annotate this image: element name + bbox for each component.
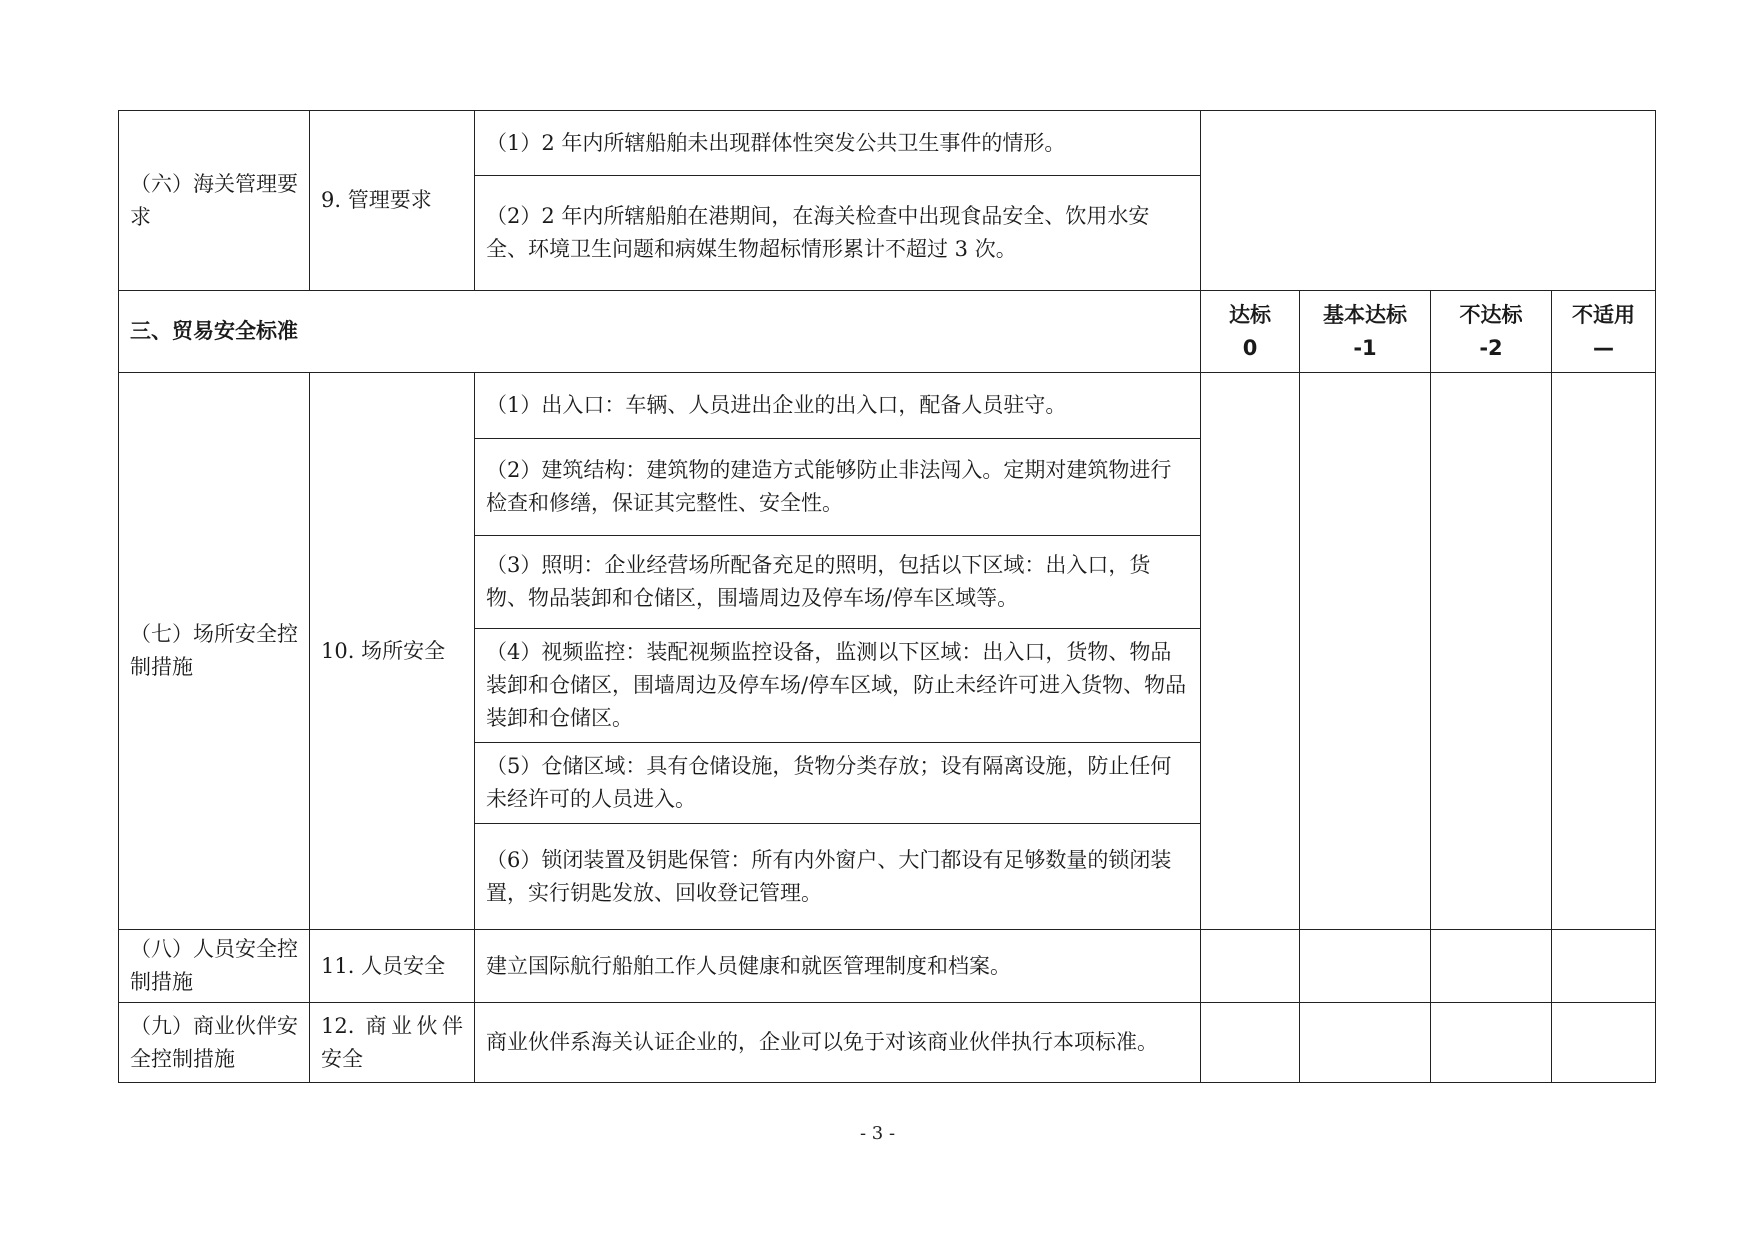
criteria-cell: （4）视频监控：装配视频监控设备，监测以下区域：出入口，货物、物品装卸和仓储区，围墙周边及停车场/停车区域，防止未经许可进入货物、物品装卸和仓储区。 bbox=[475, 629, 1201, 743]
table-row bbox=[119, 1003, 1656, 1083]
table-row bbox=[119, 111, 1656, 176]
score-cell[interactable] bbox=[1431, 930, 1552, 1003]
score-cell[interactable] bbox=[1201, 373, 1300, 930]
score-cell[interactable] bbox=[1300, 930, 1431, 1003]
criteria-cell: （6）锁闭装置及钥匙保管：所有内外窗户、大门都设有足够数量的锁闭装置，实行钥匙发放、回收登记管理。 bbox=[475, 824, 1201, 930]
criteria-cell: 建立国际航行船舶工作人员健康和就医管理制度和档案。 bbox=[475, 930, 1201, 1003]
score-cell[interactable] bbox=[1300, 1003, 1431, 1083]
score-cell[interactable] bbox=[1552, 930, 1656, 1003]
criteria-cell: 商业伙伴系海关认证企业的，企业可以免于对该商业伙伴执行本项标准。 bbox=[475, 1003, 1201, 1083]
category-cell: （八）人员安全控制措施 bbox=[119, 930, 310, 1003]
score-cell[interactable] bbox=[1552, 373, 1656, 930]
column-header-basic-pass: 基本达标 -1 bbox=[1300, 291, 1431, 373]
column-header-not-applicable: 不适用 — bbox=[1552, 291, 1656, 373]
column-header-fail: 不达标 -2 bbox=[1431, 291, 1552, 373]
item-cell: 12. 商业伙伴安全 bbox=[310, 1003, 475, 1083]
category-cell: （七）场所安全控制措施 bbox=[119, 373, 310, 930]
criteria-cell: （1）出入口：车辆、人员进出企业的出入口，配备人员驻守。 bbox=[475, 373, 1201, 439]
criteria-cell: （2）2 年内所辖船舶在港期间，在海关检查中出现食品安全、饮用水安全、环境卫生问题和病媒生物超标情形累计不超过 3 次。 bbox=[475, 176, 1201, 291]
table-row bbox=[119, 930, 1656, 1003]
section-header-row bbox=[119, 291, 1656, 373]
score-cell[interactable] bbox=[1201, 930, 1300, 1003]
criteria-cell: （3）照明：企业经营场所配备充足的照明，包括以下区域：出入口，货物、物品装卸和仓储区，围墙周边及停车场/停车区域等。 bbox=[475, 536, 1201, 629]
criteria-cell: （2）建筑结构：建筑物的建造方式能够防止非法闯入。定期对建筑物进行检查和修缮，保证其完整性、安全性。 bbox=[475, 439, 1201, 536]
page-number: - 3 - bbox=[859, 1123, 896, 1144]
item-cell: 11. 人员安全 bbox=[310, 930, 475, 1003]
column-header-pass: 达标 0 bbox=[1201, 291, 1300, 373]
item-cell: 10. 场所安全 bbox=[310, 373, 475, 930]
score-cell[interactable] bbox=[1552, 1003, 1656, 1083]
standards-table bbox=[118, 110, 1656, 1083]
table-row bbox=[119, 373, 1656, 439]
score-cells bbox=[1201, 111, 1656, 291]
score-cell[interactable] bbox=[1431, 1003, 1552, 1083]
criteria-cell: （1）2 年内所辖船舶未出现群体性突发公共卫生事件的情形。 bbox=[475, 111, 1201, 176]
score-cell[interactable] bbox=[1431, 373, 1552, 930]
item-cell: 9. 管理要求 bbox=[310, 111, 475, 291]
criteria-cell: （5）仓储区域：具有仓储设施，货物分类存放；设有隔离设施，防止任何未经许可的人员进入。 bbox=[475, 743, 1201, 824]
section-title: 三、贸易安全标准 bbox=[119, 291, 1201, 373]
category-cell: （六）海关管理要求 bbox=[119, 111, 310, 291]
score-cell[interactable] bbox=[1201, 1003, 1300, 1083]
category-cell: （九）商业伙伴安全控制措施 bbox=[119, 1003, 310, 1083]
score-cell[interactable] bbox=[1300, 373, 1431, 930]
